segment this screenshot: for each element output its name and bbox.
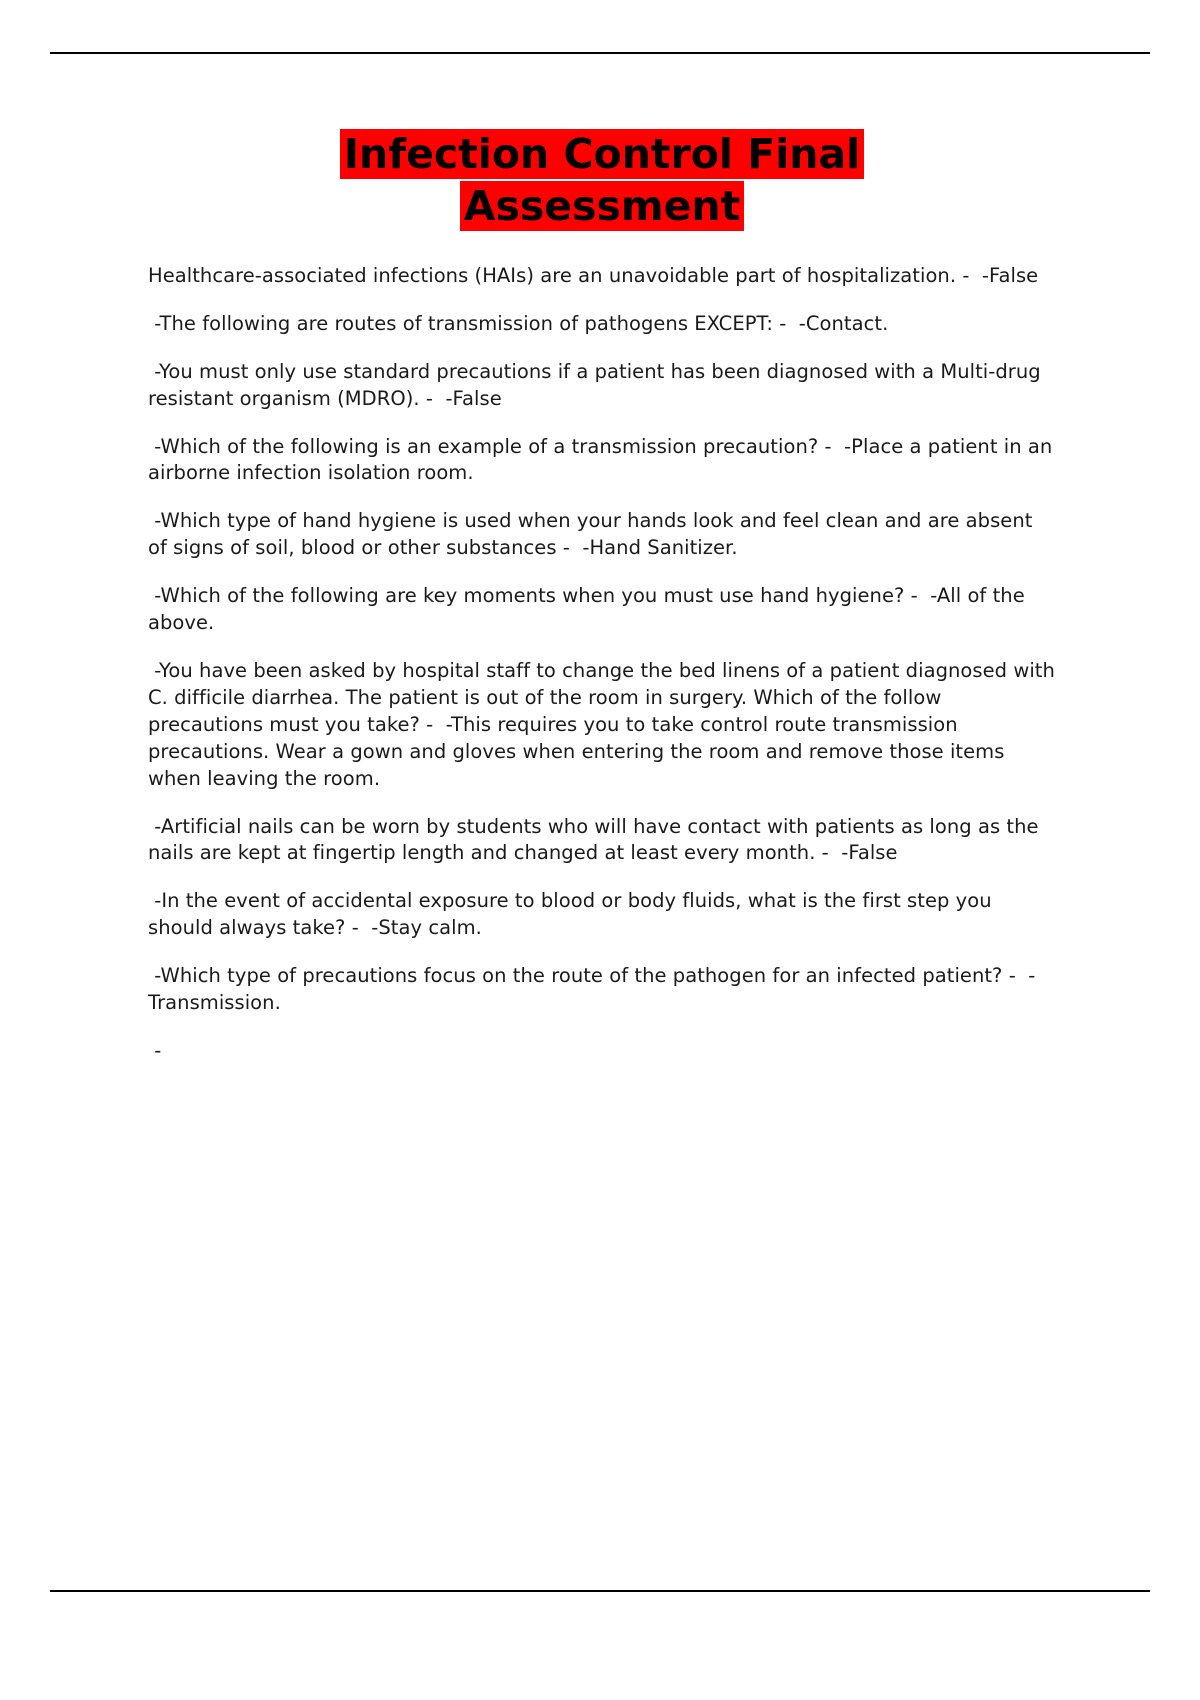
header-divider-line [50, 52, 1150, 54]
document-content [148, 128, 1062, 1065]
qa-item: -You have been asked by hospital staff to change the bed linens of a patient diagnosed with C. difficile diarrhea. The patient is out of the room in surgery. Which of the follow precautions must you take? - -This requires you to take control route transmission precautions. Wear a gown and gloves when entering the room and remove those items when leaving the room. [148, 659, 1062, 790]
qa-item: -Which type of hand hygiene is used when your hands look and feel clean and are absent of signs of soil, blood or other substances - -Hand Sanitizer. [148, 509, 1039, 560]
qa-item: Healthcare-associated infections (HAIs) are an unavoidable part of hospitalization. - -False [148, 263, 1039, 287]
qa-item: -The following are routes of transmission of pathogens EXCEPT: - -Contact. [148, 311, 889, 335]
qa-item: - [148, 1038, 162, 1062]
question-answer-list [148, 263, 1062, 1065]
page-title-line-1: Infection Control Final [340, 129, 864, 179]
qa-item: -You must only use standard precautions if a patient has been diagnosed with a Multi-drug resistant organism (MDRO). - -False [148, 359, 1047, 410]
qa-item: -Which of the following are key moments when you must use hand hygiene? - -All of the above. [148, 584, 1031, 635]
footer-divider-line [50, 1590, 1150, 1592]
qa-item: -Which of the following is an example of a transmission precaution? - -Place a patient in an airborne infection isolation room. [148, 434, 1059, 485]
qa-item: -In the event of accidental exposure to blood or body fluids, what is the first step you should always take? - -Stay calm. [148, 889, 998, 940]
page-title [148, 128, 1056, 233]
qa-item: -Artificial nails can be worn by students who will have contact with patients as long as the nails are kept at fingertip length and changed at least every month. - -False [148, 814, 1045, 865]
qa-item: -Which type of precautions focus on the route of the pathogen for an infected patient? - -Transmission. [148, 964, 1036, 1015]
page-title-line-2: Assessment [460, 181, 744, 231]
